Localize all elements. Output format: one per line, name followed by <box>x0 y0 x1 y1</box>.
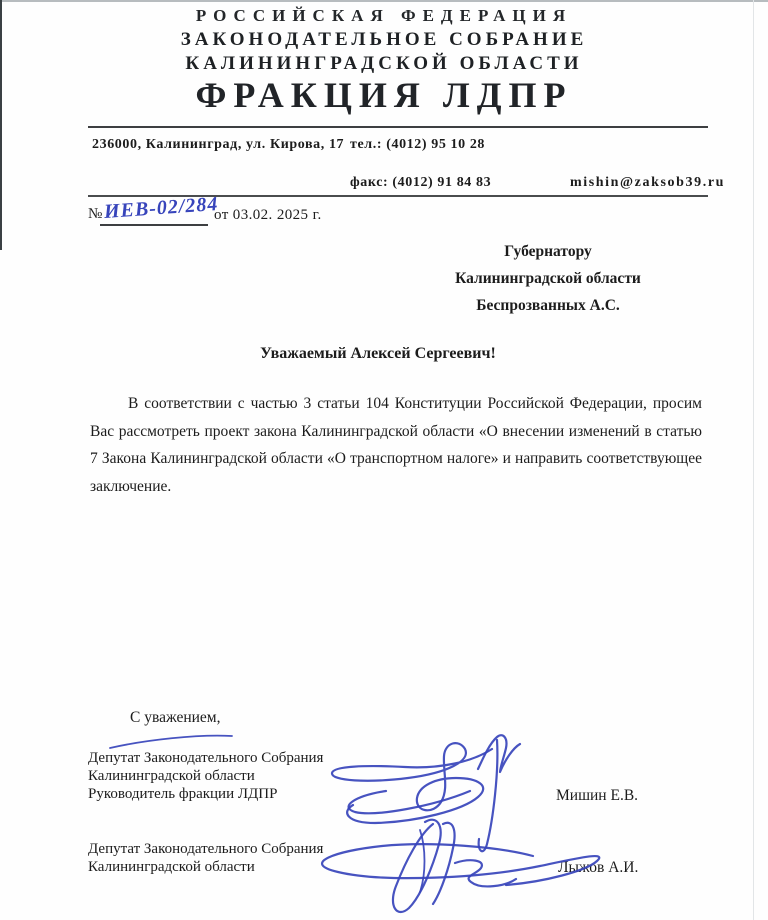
recipient-region: Калининградской области <box>455 270 641 287</box>
scan-edge-top <box>0 0 768 2</box>
letterhead-country: РОССИЙСКАЯ ФЕДЕРАЦИЯ <box>195 6 573 25</box>
org-email: mishin@zaksob39.ru <box>570 175 726 190</box>
signatory-2-position-line: Калининградской области <box>88 859 255 875</box>
signatory-2-position <box>88 840 323 876</box>
letter-body: В соответствии с частью 3 статьи 104 Конституции Российской Федерации, просим Вас рассмотреть проект закона Калининградской области «О внесении изменений в статью 7 Закона Калининградской области «О транспортном налоге» и направить соответствующее заключение. <box>90 395 702 495</box>
closing-underline-stroke <box>110 736 232 748</box>
letterhead-faction-title: ФРАКЦИЯ ЛДПР <box>195 75 573 115</box>
closing-phrase: С уважением, <box>130 709 221 726</box>
signatory-1-name: Мишин Е.В. <box>556 787 639 804</box>
recipient-block <box>398 238 698 319</box>
signatory-1-position <box>88 749 323 803</box>
reference-number-sign: № <box>88 206 103 222</box>
scan-edge-right <box>753 0 754 920</box>
recipient-name: Беспрозванных А.С. <box>476 297 620 314</box>
divider-top <box>88 126 708 128</box>
letterhead-assembly: ЗАКОНОДАТЕЛЬНОЕ СОБРАНИЕ <box>180 29 588 50</box>
signature-mishin <box>332 735 520 851</box>
org-phone: тел.: (4012) 95 10 28 <box>350 137 486 152</box>
recipient-title: Губернатору <box>504 243 592 260</box>
org-address: 236000, Калининград, ул. Кирова, 17 <box>92 137 345 152</box>
signatory-2-position-line: Депутат Законодательного Собрания <box>88 841 324 857</box>
salutation: Уважаемый Алексей Сергеевич! <box>260 345 496 362</box>
reference-handwritten-number: ИЕВ-02/284 <box>103 193 220 223</box>
signatory-1-position-line: Калининградской области <box>88 768 255 784</box>
signatory-1-position-line: Руководитель фракции ЛДПР <box>88 786 278 802</box>
reference-underline <box>100 224 208 226</box>
signatory-2-name: Лыжов А.И. <box>558 859 639 876</box>
reference-date: от 03.02. 2025 г. <box>214 207 322 223</box>
org-fax: факс: (4012) 91 84 83 <box>350 175 492 190</box>
signatory-1-position-line: Депутат Законодательного Собрания <box>88 750 324 766</box>
letterhead-region: КАЛИНИНГРАДСКОЙ ОБЛАСТИ <box>185 53 583 74</box>
